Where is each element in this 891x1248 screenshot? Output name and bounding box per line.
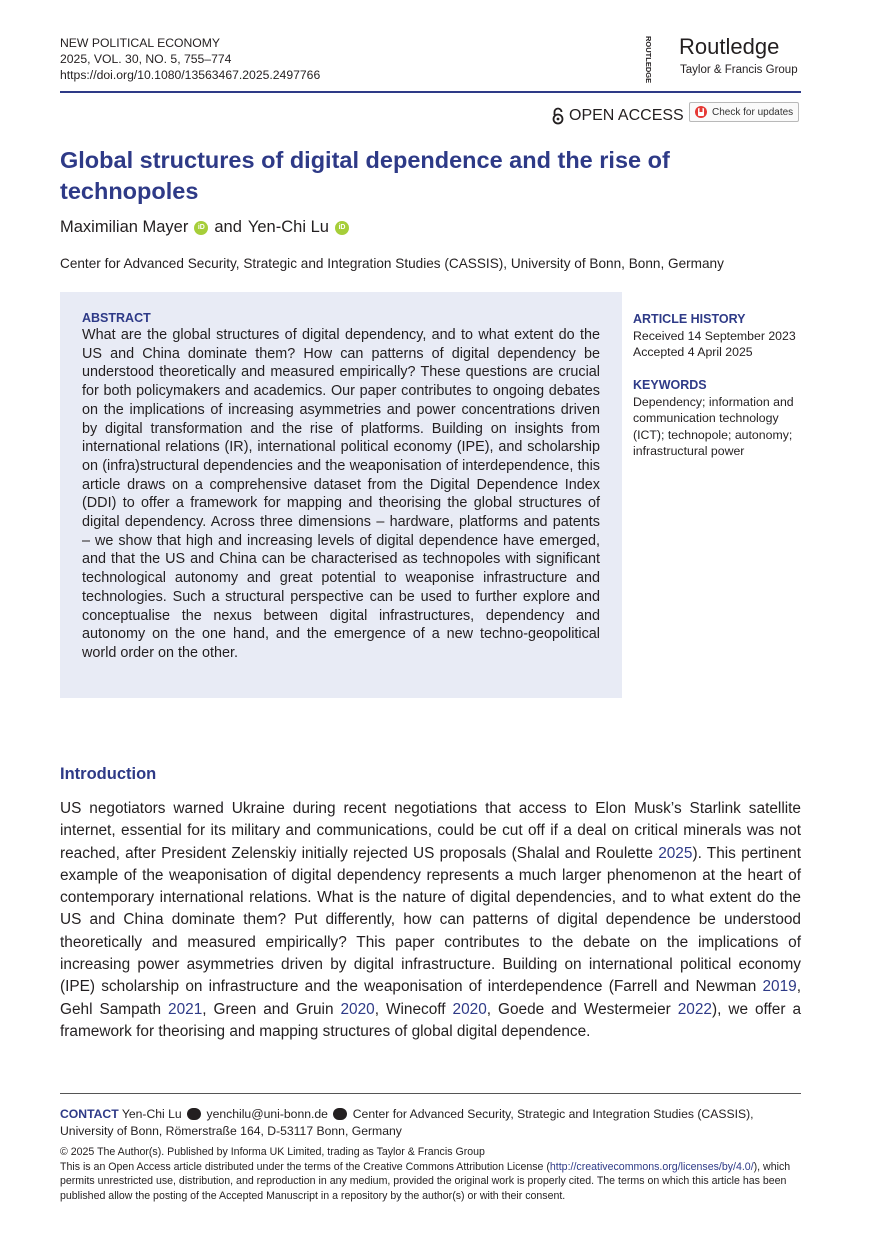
routledge-vertical-mark [637,36,653,84]
citation-link[interactable]: 2020 [452,1000,487,1018]
article-title: Global structures of digital dependence and the rise of technopoles [60,147,670,204]
author-2[interactable]: Yen-Chi Lu [247,218,329,236]
copyright-line: © 2025 The Author(s). Published by Informa UK Limited, trading as Taylor & Francis Group [60,1146,485,1158]
footer-divider [60,1093,801,1094]
orcid-icon[interactable]: iD [194,221,208,235]
journal-info [60,35,320,83]
citation-link[interactable]: 2022 [677,1000,712,1018]
license-link[interactable]: http://creativecommons.org/licenses/by/4.0/ [549,1160,754,1173]
citation-link[interactable]: 2020 [340,1000,375,1018]
citation-link[interactable]: 2021 [168,1000,203,1018]
citation-link[interactable]: 2025 [658,844,693,862]
authors [60,218,349,237]
crossmark-icon [694,105,708,119]
keywords-text: Dependency; information and communication technology (ICT); technopole; autonomy; infrastructural power [633,394,794,458]
publisher-sub: Taylor & Francis Group [680,64,798,76]
header-divider [60,91,801,93]
introduction-paragraph: US negotiators warned Ukraine during recent negotiations that access to Elon Musk’s Starlink satellite internet, essential for its military and communications, could be cut off if a deal on critical minerals was not reached, after President Zelenskiy initially rejected US proposals (Shalal and Roulette 2025). This pertinent example of the weaponisation of digital dependency represents a much larger phenomenon at the heart of contemporary international relations. What is the nature of digital dependencies, and to what extent do the US and China dominate them? Put differently, how can patterns of digital dependence be understood theoretically and measured empirically? This paper contributes to the debate on the implications of increasing power asymmetries driven by digital infrastructure. Building on international political economy (IPE) scholarship on infrastructure and the weaponisation of interdependence (Farrell and Newman 2019, Gehl Sampath 2021, Green and Gruin 2020, Winecoff 2020, Goede and Westermeier 2022), we offer a framework for theorising and mapping structures of global digital dependence. [60,800,802,1040]
history-heading: ARTICLE HISTORY [633,312,746,326]
routledge-logo [637,34,807,84]
open-access-label: OPEN ACCESS [569,107,684,124]
open-lock-icon [551,107,565,125]
contact-name: Yen-Chi Lu [121,1107,182,1121]
author-1[interactable]: Maximilian Mayer [60,218,189,236]
keywords [633,377,803,460]
abstract-text: What are the global structures of digital dependency, and to what extent do the US and China dominate them? How can patterns of digital dependency be understood theoretically and measured empirically? These questions are crucial for both policymakers and academics. Our paper contributes to ongoing debates on the implications of increasing asymmetries and power concentrations driven by digital transformation and the rise of platforms. Building on insights from international relations (IR), international political economy (IPE), and scholarship on (infra)structural dependencies and the weaponisation of interdependence, this article draws on a comprehensive dataset from the Digital Dependence Index (DDI) to offer a framework for mapping and theorising the global structures of digital dependency. Across three dimensions – hardware, platforms and patents – we show that high and increasing levels of digital dependence have emerged, and that the US and China can be characterised as technopoles with significant technological autonomy and great potential to weaponise infrastructure and technologies. Such a structural perspective can be used to further explore and conceptualise the nexus between digital infrastructures, dependency and autonomy on the one hand, and the emergence of a new techno-geopolitical world order on the other. [82,327,600,661]
publisher-brand: Routledge [679,34,780,59]
abstract-heading: ABSTRACT [82,311,151,325]
journal-volume: 2025, VOL. 30, NO. 5, 755–774 [60,52,232,66]
journal-doi[interactable]: https://doi.org/10.1080/13563467.2025.2497766 [60,68,321,82]
author-separator: and [214,218,242,236]
contact-info [60,1106,801,1140]
orcid-icon[interactable]: iD [335,221,349,235]
contact-address: Center for Advanced Security, Strategic and Integration Studies (CASSIS), University of Bonn, Römerstraße 164, D-53117 Bonn, Germany [60,1107,754,1138]
license-text: This is an Open Access article distributed under the terms of the Creative Commons Attribution License (http://creativecommons.org/licenses/by/4.0/), which permits unrestricted use, distribution, and reproduction in any medium, provided the original work is properly cited. The terms on which this article has been published allow the posting of the Accepted Manuscript in a repository by the author(s) or with their consent. [60,1160,791,1202]
introduction-heading: Introduction [60,765,157,783]
citation-link[interactable]: 2019 [762,978,797,996]
article-history [633,311,803,361]
journal-name: NEW POLITICAL ECONOMY [60,36,221,50]
check-for-updates-button[interactable] [689,102,799,122]
keywords-heading: KEYWORDS [633,378,707,392]
open-access-badge [551,107,684,125]
svg-text:ROUTLEDGE: ROUTLEDGE [644,36,653,84]
address-icon [333,1108,347,1120]
copyright-notice [60,1145,801,1203]
check-for-updates-label: Check for updates [712,106,794,118]
contact-email[interactable]: yenchilu@uni-bonn.de [206,1107,328,1121]
history-accepted: Accepted 4 April 2025 [633,345,753,359]
history-received: Received 14 September 2023 [633,328,796,343]
contact-label: CONTACT [60,1107,119,1121]
email-icon [187,1108,201,1120]
affiliation: Center for Advanced Security, Strategic and Integration Studies (CASSIS), University of Bonn, Bonn, Germany [60,256,724,271]
